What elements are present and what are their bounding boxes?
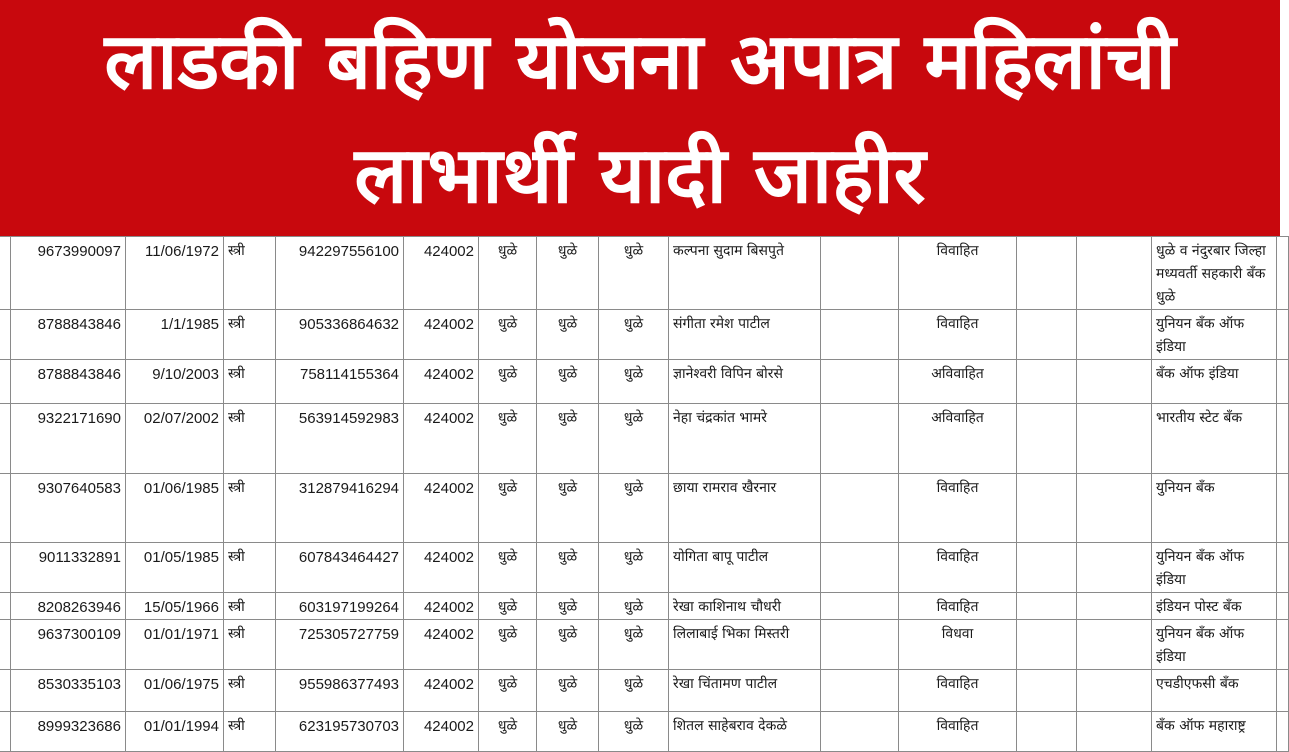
cell-name: संगीता रमेश पाटील	[669, 310, 821, 360]
cell-taluka: धुळे	[537, 670, 599, 712]
cell-dob: 1/1/1985	[126, 310, 224, 360]
cell-dob: 02/07/2002	[126, 404, 224, 474]
cell-empty	[1017, 474, 1077, 543]
cell-empty	[821, 712, 899, 752]
cell-bank: एचडीएफसी बँक	[1152, 670, 1277, 712]
cell-empty	[1277, 543, 1289, 593]
cell-empty	[821, 620, 899, 670]
cell-name: लिलाबाई भिका मिस्तरी	[669, 620, 821, 670]
cell-empty	[1077, 404, 1152, 474]
cell-city: धुळे	[599, 310, 669, 360]
cell-aadhaar: 607843464427	[276, 543, 404, 593]
cell-mobile: 8999323686	[11, 712, 126, 752]
cell-taluka: धुळे	[537, 593, 599, 620]
cell-aadhaar: 312879416294	[276, 474, 404, 543]
cell-empty	[1017, 543, 1077, 593]
cell-bank: इंडियन पोस्ट बँक	[1152, 593, 1277, 620]
table-row	[0, 404, 1289, 474]
cell-marital-status: विवाहित	[899, 237, 1017, 310]
cell-district: धुळे	[479, 360, 537, 404]
cell-marital-status: विवाहित	[899, 474, 1017, 543]
cell-pincode: 424002	[404, 593, 479, 620]
cell-empty	[0, 360, 11, 404]
table-row	[0, 360, 1289, 404]
cell-gender: स्त्री	[224, 404, 276, 474]
cell-pincode: 424002	[404, 404, 479, 474]
cell-taluka: धुळे	[537, 712, 599, 752]
table-row	[0, 670, 1289, 712]
cell-district: धुळे	[479, 543, 537, 593]
cell-empty	[0, 474, 11, 543]
cell-name: ज्ञानेश्वरी विपिन बोरसे	[669, 360, 821, 404]
cell-empty	[1017, 620, 1077, 670]
cell-pincode: 424002	[404, 310, 479, 360]
cell-bank: भारतीय स्टेट बँक	[1152, 404, 1277, 474]
cell-marital-status: अविवाहित	[899, 360, 1017, 404]
cell-marital-status: विवाहित	[899, 310, 1017, 360]
cell-empty	[1077, 620, 1152, 670]
cell-empty	[1277, 593, 1289, 620]
cell-district: धुळे	[479, 593, 537, 620]
cell-district: धुळे	[479, 620, 537, 670]
cell-empty	[821, 593, 899, 620]
cell-empty	[1017, 360, 1077, 404]
cell-city: धुळे	[599, 360, 669, 404]
cell-aadhaar: 758114155364	[276, 360, 404, 404]
cell-empty	[0, 670, 11, 712]
cell-taluka: धुळे	[537, 404, 599, 474]
cell-dob: 15/05/1966	[126, 593, 224, 620]
cell-dob: 01/06/1975	[126, 670, 224, 712]
cell-empty	[0, 712, 11, 752]
cell-aadhaar: 603197199264	[276, 593, 404, 620]
cell-empty	[1077, 712, 1152, 752]
cell-empty	[821, 237, 899, 310]
table-row	[0, 310, 1289, 360]
cell-mobile: 8208263946	[11, 593, 126, 620]
cell-empty	[1277, 310, 1289, 360]
cell-empty	[821, 474, 899, 543]
cell-empty	[1277, 712, 1289, 752]
cell-empty	[1277, 670, 1289, 712]
cell-mobile: 9322171690	[11, 404, 126, 474]
cell-empty	[1277, 474, 1289, 543]
cell-taluka: धुळे	[537, 237, 599, 310]
cell-empty	[821, 310, 899, 360]
cell-district: धुळे	[479, 670, 537, 712]
cell-aadhaar: 905336864632	[276, 310, 404, 360]
cell-pincode: 424002	[404, 543, 479, 593]
cell-mobile: 8530335103	[11, 670, 126, 712]
cell-marital-status: विधवा	[899, 620, 1017, 670]
cell-gender: स्त्री	[224, 620, 276, 670]
cell-pincode: 424002	[404, 670, 479, 712]
cell-mobile: 9673990097	[11, 237, 126, 310]
beneficiary-list-sheet	[0, 236, 1280, 735]
cell-empty	[1017, 237, 1077, 310]
cell-empty	[1017, 593, 1077, 620]
cell-pincode: 424002	[404, 620, 479, 670]
cell-dob: 01/01/1994	[126, 712, 224, 752]
cell-empty	[0, 593, 11, 620]
headline-line-1: लाडकी बहिण योजना अपात्र महिलांची	[104, 17, 1176, 107]
cell-empty	[821, 543, 899, 593]
cell-empty	[1017, 712, 1077, 752]
table-row	[0, 237, 1289, 310]
cell-taluka: धुळे	[537, 310, 599, 360]
cell-dob: 01/01/1971	[126, 620, 224, 670]
cell-aadhaar: 955986377493	[276, 670, 404, 712]
cell-bank: धुळे व नंदुरबार जिल्हा मध्यवर्ती सहकारी बँक धुळे	[1152, 237, 1277, 310]
cell-mobile: 9307640583	[11, 474, 126, 543]
cell-bank: बँक ऑफ इंडिया	[1152, 360, 1277, 404]
cell-pincode: 424002	[404, 712, 479, 752]
cell-taluka: धुळे	[537, 474, 599, 543]
table-row	[0, 712, 1289, 752]
beneficiary-table	[0, 236, 1289, 752]
cell-mobile: 8788843846	[11, 310, 126, 360]
cell-gender: स्त्री	[224, 543, 276, 593]
cell-pincode: 424002	[404, 474, 479, 543]
cell-empty	[1277, 360, 1289, 404]
cell-empty	[0, 620, 11, 670]
cell-empty	[1017, 404, 1077, 474]
cell-gender: स्त्री	[224, 237, 276, 310]
cell-name: कल्पना सुदाम बिसपुते	[669, 237, 821, 310]
cell-dob: 9/10/2003	[126, 360, 224, 404]
cell-aadhaar: 725305727759	[276, 620, 404, 670]
cell-bank: बँक ऑफ महाराष्ट्र	[1152, 712, 1277, 752]
cell-mobile: 8788843846	[11, 360, 126, 404]
cell-empty	[821, 404, 899, 474]
cell-aadhaar: 563914592983	[276, 404, 404, 474]
cell-bank: युनियन बँक	[1152, 474, 1277, 543]
cell-marital-status: अविवाहित	[899, 404, 1017, 474]
cell-empty	[1077, 237, 1152, 310]
cell-taluka: धुळे	[537, 620, 599, 670]
cell-gender: स्त्री	[224, 310, 276, 360]
cell-empty	[1077, 360, 1152, 404]
cell-marital-status: विवाहित	[899, 593, 1017, 620]
cell-taluka: धुळे	[537, 360, 599, 404]
cell-empty	[1077, 543, 1152, 593]
cell-marital-status: विवाहित	[899, 543, 1017, 593]
cell-name: शितल साहेबराव देकळे	[669, 712, 821, 752]
cell-city: धुळे	[599, 404, 669, 474]
cell-marital-status: विवाहित	[899, 670, 1017, 712]
table-row	[0, 593, 1289, 620]
cell-empty	[1077, 310, 1152, 360]
cell-empty	[1017, 670, 1077, 712]
cell-empty	[0, 237, 11, 310]
cell-dob: 01/06/1985	[126, 474, 224, 543]
cell-gender: स्त्री	[224, 474, 276, 543]
cell-district: धुळे	[479, 404, 537, 474]
cell-bank: युनियन बँक ऑफ इंडिया	[1152, 310, 1277, 360]
cell-pincode: 424002	[404, 237, 479, 310]
table-row	[0, 474, 1289, 543]
cell-mobile: 9637300109	[11, 620, 126, 670]
cell-city: धुळे	[599, 593, 669, 620]
cell-name: योगिता बापू पाटील	[669, 543, 821, 593]
cell-gender: स्त्री	[224, 712, 276, 752]
cell-empty	[0, 543, 11, 593]
cell-name: रेखा चिंतामण पाटील	[669, 670, 821, 712]
cell-city: धुळे	[599, 712, 669, 752]
cell-bank: युनियन बँक ऑफ इंडिया	[1152, 543, 1277, 593]
table-row	[0, 543, 1289, 593]
cell-bank: युनियन बँक ऑफ इंडिया	[1152, 620, 1277, 670]
cell-empty	[0, 310, 11, 360]
cell-name: रेखा काशिनाथ चौधरी	[669, 593, 821, 620]
cell-city: धुळे	[599, 670, 669, 712]
cell-dob: 11/06/1972	[126, 237, 224, 310]
cell-gender: स्त्री	[224, 670, 276, 712]
cell-empty	[1077, 670, 1152, 712]
cell-gender: स्त्री	[224, 593, 276, 620]
cell-city: धुळे	[599, 543, 669, 593]
cell-empty	[1277, 620, 1289, 670]
cell-aadhaar: 623195730703	[276, 712, 404, 752]
cell-empty	[821, 360, 899, 404]
cell-name: नेहा चंद्रकांत भामरे	[669, 404, 821, 474]
cell-marital-status: विवाहित	[899, 712, 1017, 752]
cell-mobile: 9011332891	[11, 543, 126, 593]
cell-gender: स्त्री	[224, 360, 276, 404]
cell-aadhaar: 942297556100	[276, 237, 404, 310]
cell-empty	[1017, 310, 1077, 360]
headline-banner	[0, 0, 1280, 236]
cell-empty	[1077, 593, 1152, 620]
cell-city: धुळे	[599, 237, 669, 310]
cell-empty	[1077, 474, 1152, 543]
cell-empty	[1277, 404, 1289, 474]
cell-district: धुळे	[479, 310, 537, 360]
cell-district: धुळे	[479, 474, 537, 543]
cell-pincode: 424002	[404, 360, 479, 404]
table-row	[0, 620, 1289, 670]
cell-district: धुळे	[479, 237, 537, 310]
headline-line-2: लाभार्थी यादी जाहीर	[354, 131, 926, 221]
cell-empty	[1277, 237, 1289, 310]
cell-dob: 01/05/1985	[126, 543, 224, 593]
cell-city: धुळे	[599, 620, 669, 670]
cell-name: छाया रामराव खैरनार	[669, 474, 821, 543]
cell-city: धुळे	[599, 474, 669, 543]
cell-empty	[821, 670, 899, 712]
cell-district: धुळे	[479, 712, 537, 752]
cell-taluka: धुळे	[537, 543, 599, 593]
cell-empty	[0, 404, 11, 474]
